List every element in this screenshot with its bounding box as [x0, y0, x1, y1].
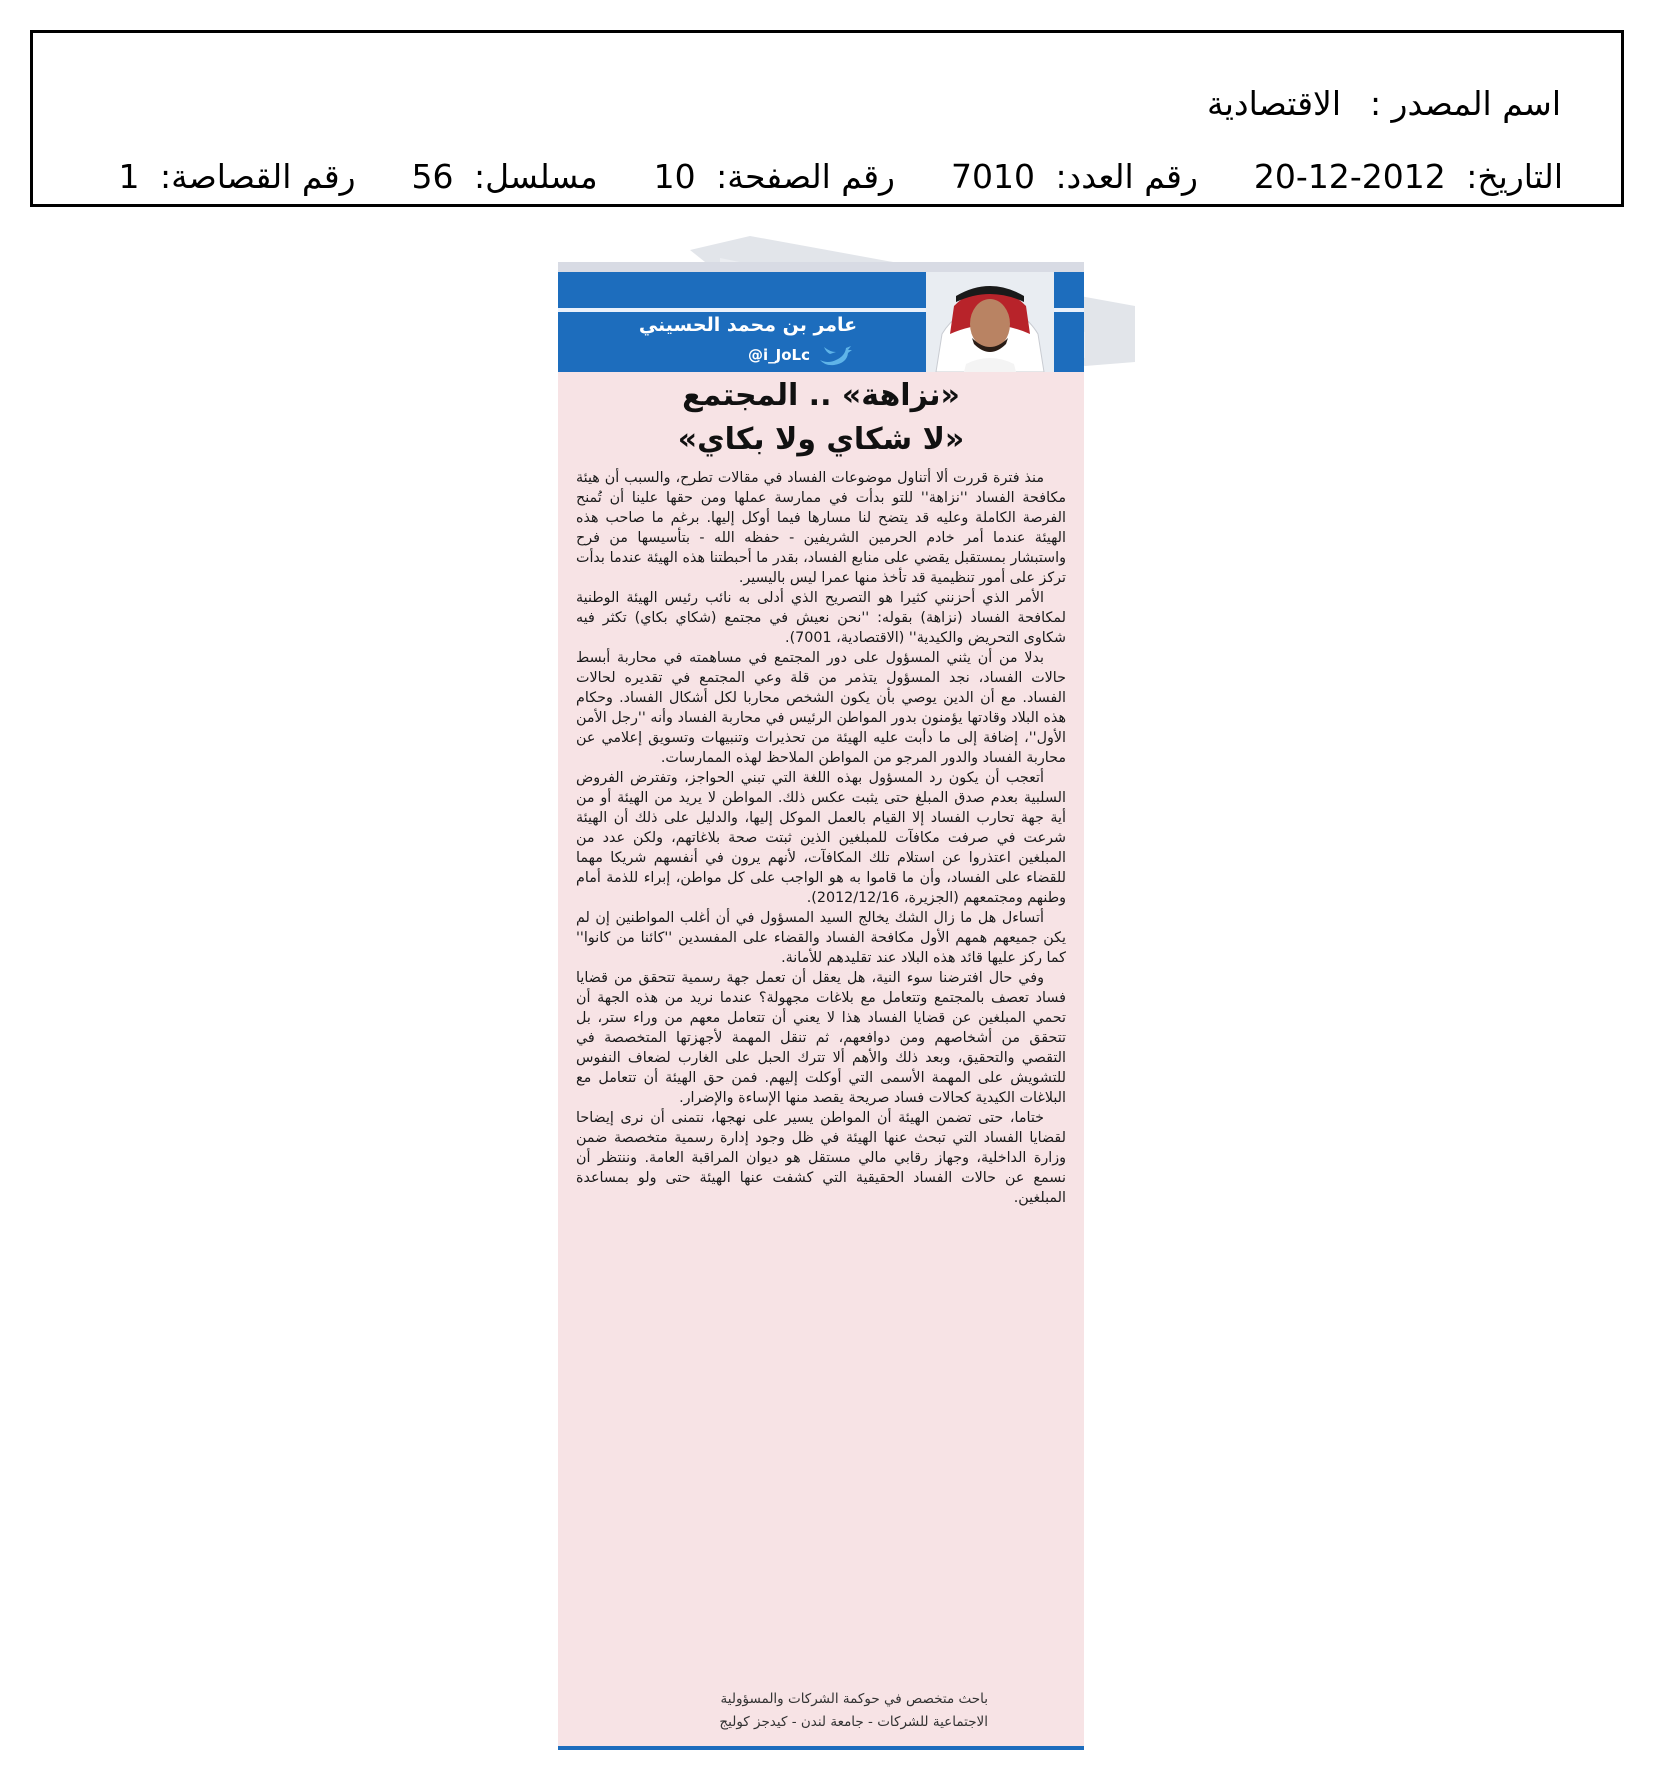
article-body: [576, 468, 1066, 1208]
issue-field: [951, 157, 1198, 196]
paragraph-6: وفي حال افترضنا سوء النية، هل يعقل أن تعمل جهة رسمية تتحقق من قضايا فساد تعصف بالمجتمع وتتعامل مع بلاغات مجهولة؟ عندما نريد من هذه الجهة أن تحمي المبلغين عن قضايا الفساد هذا لا يعني أن تتعامل معهم من وراء ستر، بل تتحقق من أشخاصهم ومن دوافعهم، ثم تنقل المهمة لأجهزتها المتخصصة في التقصي والتحقيق، وبعد ذلك والأهم ألا تترك الحبل على الغارب لضعاف النفوس للتشويش على المهمة الأسمى التي أوكلت إليهم. فمن حق الهيئة أن تتعامل مع البلاغات الكيدية كحالات فساد صريحة يقصد منها الإساءة والإضرار.: [576, 970, 1066, 1106]
serial-field: [412, 157, 598, 196]
author-bio: [568, 1688, 988, 1734]
clip-number-field: [118, 157, 355, 196]
paragraph-7: ختاما، حتى تضمن الهيئة أن المواطن يسير على نهجها، نتمنى أن نرى إيضاحا لقضايا الفساد التي تبحث عنها الهيئة في ظل وجود إدارة رسمية متخصصة ضمن وزارة الداخلية، وجهاز رقابي مالي مستقل هو ديوان المراقبة العامة. وننتظر أن نسمع عن حالات الفساد الحقيقية التي كشفت عنها الهيئة حتى ولو بمساعدة المبلغين.: [576, 1110, 1066, 1206]
headline-line-1: «نزاهة» .. المجتمع: [682, 378, 960, 413]
paragraph-5: أتساءل هل ما زال الشك يخالج السيد المسؤول في أن أغلب المواطنين إن لم يكن جميعهم همهم الأول مكافحة الفساد والقضاء على المفسدين ''كائنا من كانوا'' كما ركز عليها قائد هذه البلاد عند تقليدهم للأمانة.: [576, 910, 1066, 966]
source-value: الاقتصادية: [1207, 83, 1341, 123]
author-header: [558, 262, 1084, 372]
author-bio-line-1: باحث متخصص في حوكمة الشركات والمسؤولية: [720, 1691, 988, 1707]
page-field: [654, 157, 895, 196]
clip-number-label: رقم القصاصة:: [159, 156, 356, 196]
serial-label: مسلسل:: [474, 156, 598, 196]
author-photo: [926, 272, 1054, 372]
paragraph-4: أتعجب أن يكون رد المسؤول بهذه اللغة التي تبني الحواجز، وتفترض الفروض السلبية بعدم صدق المبلغ حتى يثبت عكس ذلك. المواطن لا يريد من الهيئة أو من أية جهة تحارب الفساد إلا القيام بالعمل الموكل إليها، والدليل على ذلك أن الهيئة شرعت في صرفت مكافآت للمبلغين الذين ثبتت صحة بلاغاتهم، ولكن عدد من المبلغين اعتذروا عن استلام تلك المكافآت، لأنهم يرون في أنفسهم شريكا مهما للقضاء على الفساد، وأن ما قاموا به هو الواجب على كل مواطن، إبراء للذمة أمام وطنهم ومجتمعهم (الجزيرة، 2012/12/16).: [576, 770, 1066, 906]
author-bio-line-2: الاجتماعية للشركات - جامعة لندن - كيدجز كوليج: [719, 1714, 988, 1730]
page-label: رقم الصفحة:: [716, 156, 895, 196]
date-label: التاريخ:: [1466, 156, 1563, 196]
issue-value: 7010: [950, 156, 1035, 196]
source-label: اسم المصدر :: [1369, 83, 1561, 123]
issue-label: رقم العدد:: [1055, 156, 1198, 196]
author-name: عامر بن محمد الحسيني: [638, 314, 858, 336]
serial-value: 56: [411, 156, 454, 196]
twitter-handle: @i_JoLc: [748, 346, 810, 364]
clipping-bottom-rule: [558, 1746, 1084, 1750]
date-value: 2012-12-20: [1253, 156, 1446, 196]
headline-line-2: «لا شكاي ولا بكاي»: [677, 422, 965, 457]
paragraph-2: الأمر الذي أحزنني كثيرا هو التصريح الذي أدلى به نائب رئيس الهيئة الوطنية لمكافحة الفساد (نزاهة) بقوله: ''نحن نعيش في مجتمع (شكاي بكاي) تكثر فيه شكاوى التحريض والكيدية'' (الاقتصادية، 7001).: [576, 590, 1066, 646]
details-row: [118, 151, 1563, 201]
paragraph-1: منذ فترة قررت ألا أتناول موضوعات الفساد في مقالات تطرح، والسبب أن هيئة مكافحة الفساد ''نزاهة'' للتو بدأت في ممارسة عملها ومن حقها علينا أن تُمنح الفرصة الكاملة وعليه قد يتضح لنا مسارها فيما أوكل إليها. برغم ما صاحب هذه الهيئة عندما أمر خادم الحرمين الشريفين - حفظه الله - بتأسيسها من فرح واستبشار بمستقبل يقضي على منابع الفساد، بقدر ما أحبطتنا هذه الهيئة عندما بدأت تركز على أمور تنظيمية قد تأخذ منها عمرا ليس باليسير.: [576, 470, 1066, 586]
twitter-bird-icon: [818, 344, 854, 366]
header-top-strip: [558, 262, 1084, 272]
date-field: [1254, 157, 1563, 196]
clip-number-value: 1: [118, 156, 140, 196]
clipping-metadata-box: [30, 30, 1624, 207]
page-value: 10: [653, 156, 696, 196]
paragraph-3: بدلا من أن يثني المسؤول على دور المجتمع في مساهمته في محاربة أبسط حالات الفساد، نجد المسؤول يتذمر من قلة وعي المجتمع في تقديره لحالات الفساد. مع أن الدين يوصي بأن يكون الشخص محاربا لكل أشكال الفساد. وحكام هذه البلاد وقادتها يؤمنون بدور المواطن الرئيس في محاربة الفساد وأنه ''رجل الأمن الأول''، إضافة إلى ما دأبت عليه الهيئة من تحذيرات وتنبيهات وتسويق إعلامي عن محاربة الفساد والدور المرجو من المواطن الملاحظ لهذه الممارسات.: [576, 650, 1066, 766]
twitter-handle-row: [748, 344, 854, 366]
article-clipping: [558, 262, 1084, 1750]
source-row: [1207, 78, 1561, 128]
